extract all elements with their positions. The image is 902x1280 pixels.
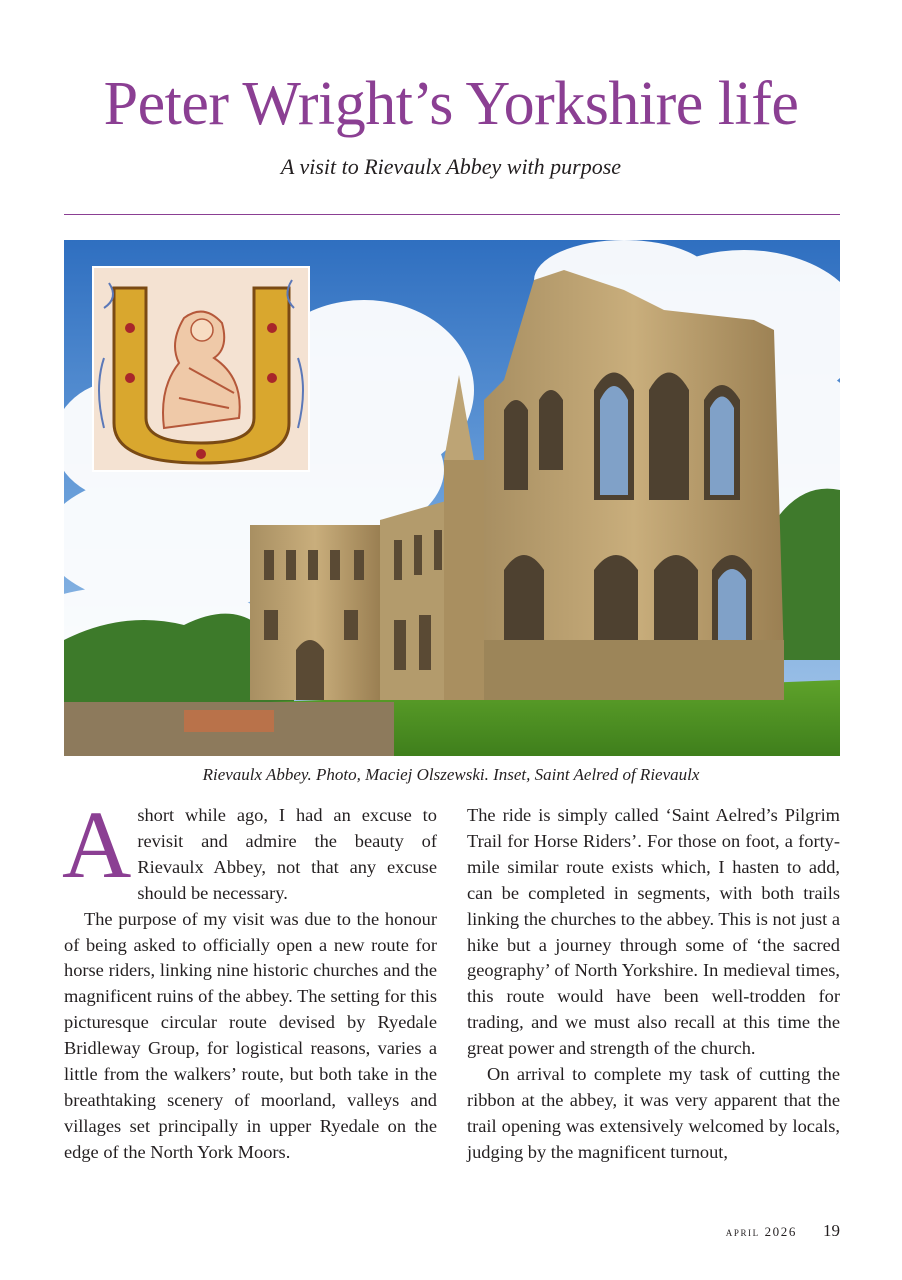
saint-aelred-inset	[92, 266, 310, 472]
intro-paragraph	[62, 791, 437, 907]
article-title: Peter Wright’s Yorkshire life	[103, 70, 799, 138]
intro-text: short while ago, I had an excuse to revisit and admire the beauty of Rievaulx Abbey, not that any excuse should be necessary.	[137, 805, 437, 903]
article-column-left	[62, 791, 437, 1166]
article-column-right	[467, 803, 840, 1166]
issue-date: april 2026	[725, 1224, 797, 1239]
body-paragraph: On arrival to complete my task of cutting the ribbon at the abbey, it was very apparent that the trail opening was extensively welcomed by locals, judging by the magnificent turnout,	[467, 1064, 840, 1162]
article-subtitle: A visit to Rievaulx Abbey with purpose	[280, 154, 622, 179]
body-paragraph: The purpose of my visit was due to the honour of being asked to officially open a new route for horse riders, linking nine historic churches and the magnificent ruins of the abbey. The setting for this picturesque circular route devised by Ryedale Bridleway Group, for logistical reasons, varies a little from the walkers’ route, but both take in the breathtaking scenery of moorland, valleys and villages set principally in upper Ryedale on the edge of the North York Moors.	[64, 908, 437, 1162]
title-divider	[64, 214, 840, 215]
photo-caption: Rievaulx Abbey. Photo, Maciej Olszewski. Inset, Saint Aelred of Rievaulx	[202, 765, 700, 784]
page-footer	[0, 1221, 840, 1241]
drop-cap: A	[62, 791, 132, 898]
body-paragraph: The ride is simply called ‘Saint Aelred’s Pilgrim Trail for Horse Riders’. For those on foot, a forty-mile similar route exists which, I hasten to add, can be completed in segments, with both trails linking the churches to the abbey. This is not just a hike but a journey through some of ‘the sacred geography’ of North Yorkshire. In medieval times, this route would have been well-trodden for trading, and we must also recall at this time the great power and strength of the church.	[467, 805, 840, 1059]
page-number: 19	[823, 1221, 840, 1240]
